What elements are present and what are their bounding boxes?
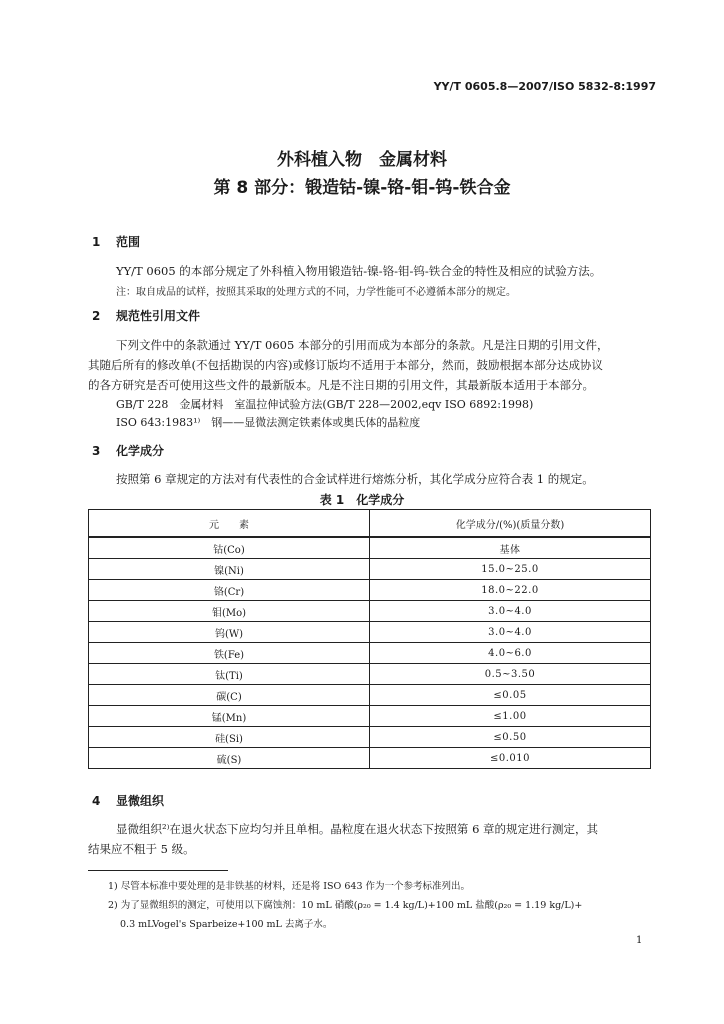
value-cell: 3.0~4.0 — [370, 601, 651, 622]
page-number: 1 — [636, 935, 643, 946]
table-row — [89, 537, 651, 559]
references-paragraph-line1: 下列文件中的条款通过 YY/T 0605 本部分的引用而成为本部分的条款。凡是注日期的引用文件， — [116, 338, 609, 352]
section-4-heading — [92, 792, 164, 809]
table-row — [89, 643, 651, 664]
section-title: 规范性引用文件 — [116, 309, 201, 323]
value-cell: 4.0~6.0 — [370, 643, 651, 664]
value-cell: ≤0.50 — [370, 727, 651, 748]
value-cell: ≤0.010 — [370, 748, 651, 769]
chemical-composition-table — [88, 509, 651, 769]
table-header-row — [89, 510, 651, 538]
section-number: 4 — [92, 794, 101, 808]
references-paragraph-line3: 的各方研究是否可使用这些文件的最新版本。凡是不注日期的引用文件，其最新版本适用于本部分。 — [88, 378, 594, 392]
value-cell: ≤0.05 — [370, 685, 651, 706]
footnote-2-line1: 2) 为了显微组织的测定，可使用以下腐蚀剂：10 mL 硝酸(ρ₂₀ = 1.4 kg/L)+100 mL 盐酸(ρ₂₀ = 1.19 kg/L)+ — [108, 900, 583, 911]
element-cell: 硫(S) — [89, 748, 370, 769]
section-title: 范围 — [116, 235, 141, 249]
section-3-heading — [92, 442, 164, 459]
reference-iso643: ISO 643:1983¹⁾ 钢——显微法测定铁素体或奥氏体的晶粒度 — [116, 416, 421, 429]
section-number: 2 — [92, 309, 101, 323]
chemical-composition-paragraph: 按照第 6 章规定的方法对有代表性的合金试样进行熔炼分析，其化学成分应符合表 1 的规定。 — [116, 472, 594, 486]
table-row — [89, 706, 651, 727]
scope-note: 注：取自成品的试样，按照其采取的处理方式的不同，力学性能可不必遵循本部分的规定。 — [116, 287, 516, 298]
table-row — [89, 622, 651, 643]
section-number: 3 — [92, 444, 101, 458]
value-cell: ≤1.00 — [370, 706, 651, 727]
element-cell: 硅(Si) — [89, 727, 370, 748]
value-cell: 18.0~22.0 — [370, 580, 651, 601]
table-row — [89, 601, 651, 622]
section-title: 显微组织 — [116, 794, 165, 808]
table-row — [89, 559, 651, 580]
element-cell: 钨(W) — [89, 622, 370, 643]
value-cell: 3.0~4.0 — [370, 622, 651, 643]
references-paragraph-line2: 其随后所有的修改单(不包括勘误的内容)或修订版均不适用于本部分，然而，鼓励根据本部分达成协议 — [88, 358, 603, 372]
footnote-divider — [88, 870, 228, 871]
value-cell: 0.5~3.50 — [370, 664, 651, 685]
footnote-2-line2: 0.3 mLVogel's Sparbeize+100 mL 去离子水。 — [120, 919, 333, 930]
element-cell: 锰(Mn) — [89, 706, 370, 727]
standard-number: YY/T 0605.8—2007/ISO 5832-8:1997 — [433, 80, 656, 93]
table-row — [89, 664, 651, 685]
element-cell: 钛(Ti) — [89, 664, 370, 685]
scope-paragraph: YY/T 0605 的本部分规定了外科植入物用锻造钴-镍-铬-钼-钨-铁合金的特性及相应的试验方法。 — [116, 264, 602, 278]
column-header-element: 元 素 — [89, 510, 370, 538]
element-cell: 钴(Co) — [89, 537, 370, 559]
footnote-1: 1) 尽管本标准中要处理的是非铁基的材料，还是将 ISO 643 作为一个参考标准列出。 — [108, 881, 471, 892]
table-row — [89, 580, 651, 601]
value-cell: 基体 — [370, 537, 651, 559]
reference-gbt228: GB/T 228 金属材料 室温拉伸试验方法(GB/T 228—2002,eqv ISO 6892:1998) — [116, 398, 534, 411]
document-title-line1: 外科植入物 金属材料 — [277, 150, 447, 170]
table-row — [89, 748, 651, 769]
element-cell: 铁(Fe) — [89, 643, 370, 664]
section-number: 1 — [92, 235, 101, 249]
table-row — [89, 727, 651, 748]
section-title: 化学成分 — [116, 444, 165, 458]
table-row — [89, 685, 651, 706]
column-header-content: 化学成分/(%)(质量分数) — [370, 510, 651, 538]
element-cell: 钼(Mo) — [89, 601, 370, 622]
value-cell: 15.0~25.0 — [370, 559, 651, 580]
section-2-heading — [92, 307, 200, 324]
element-cell: 碳(C) — [89, 685, 370, 706]
document-title-line2: 第 8 部分：锻造钴-镍-铬-钼-钨-铁合金 — [213, 178, 511, 198]
element-cell: 铬(Cr) — [89, 580, 370, 601]
microstructure-paragraph-line2: 结果应不粗于 5 级。 — [88, 842, 195, 856]
section-1-heading — [92, 233, 140, 250]
table-caption: 表 1 化学成分 — [319, 493, 405, 507]
microstructure-paragraph-line1: 显微组织²⁾在退火状态下应均匀并且单相。晶粒度在退火状态下按照第 6 章的规定进行测定，其 — [116, 822, 599, 836]
element-cell: 镍(Ni) — [89, 559, 370, 580]
